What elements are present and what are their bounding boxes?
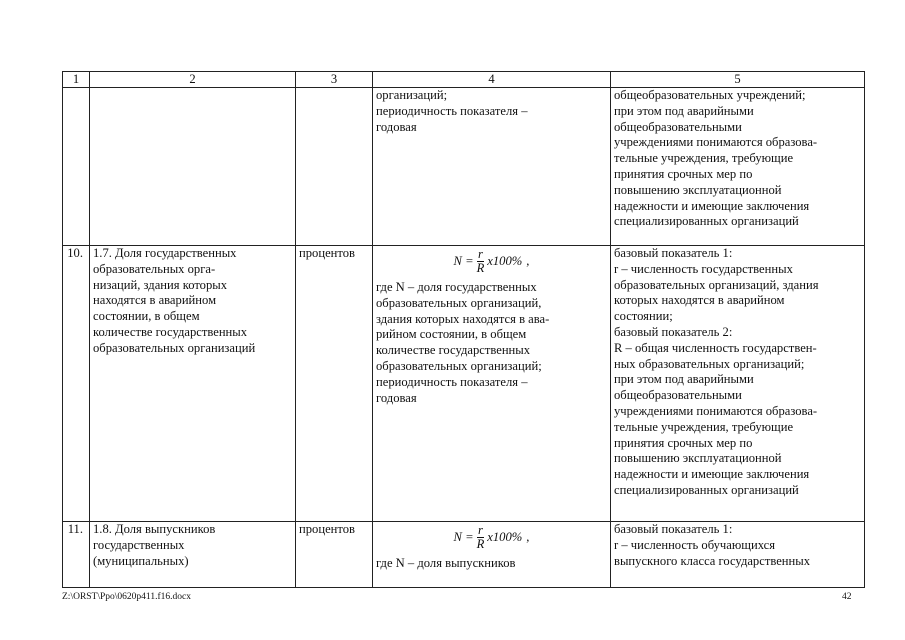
text-line: R – общая численность государствен- bbox=[614, 340, 817, 355]
text-line: ных образовательных организаций; bbox=[614, 356, 805, 371]
text-line: низаций, здания которых bbox=[93, 277, 228, 292]
text-line: которых находятся в аварийном bbox=[614, 293, 785, 308]
formula-lhs: N = bbox=[453, 253, 474, 268]
text-line: тельные учреждения, требующие bbox=[614, 419, 794, 434]
formula-denominator: R bbox=[476, 537, 485, 551]
text-line: принятия срочных мер по bbox=[614, 435, 753, 450]
text-line: образовательных организаций, здания bbox=[614, 277, 819, 292]
text-line: повышению эксплуатационной bbox=[614, 182, 782, 197]
method-cell bbox=[373, 246, 611, 522]
text-line: находятся в аварийном bbox=[93, 293, 217, 308]
text-line: при этом под аварийными bbox=[614, 103, 754, 118]
text-line: годовая bbox=[376, 390, 417, 405]
text-line: периодичность показателя – bbox=[376, 374, 528, 389]
text-line: r – численность обучающихся bbox=[614, 537, 776, 552]
text-line: специализированных организаций bbox=[614, 214, 799, 229]
text-line: состоянии, в общем bbox=[93, 309, 200, 324]
text-line: где N – доля государственных bbox=[376, 280, 537, 294]
indicator-name-cell bbox=[90, 246, 296, 522]
table-row-10 bbox=[63, 246, 865, 522]
formula bbox=[376, 522, 607, 556]
text-line: 1.7. Доля государственных bbox=[93, 246, 237, 260]
text-line: государственных bbox=[93, 537, 185, 552]
header-cell: 5 bbox=[611, 72, 865, 88]
method-cell bbox=[373, 88, 611, 246]
row-number-cell: 10. bbox=[63, 246, 90, 522]
text-line: здания которых находятся в ава- bbox=[376, 311, 550, 326]
text-line: надежности и имеющие заключения bbox=[614, 198, 810, 213]
formula-tail: , bbox=[526, 253, 530, 268]
text-line: годовая bbox=[376, 119, 417, 134]
text-line: количестве государственных bbox=[93, 324, 248, 339]
header-cell: 1 bbox=[63, 72, 90, 88]
formula-rhs: x100% bbox=[487, 253, 523, 268]
table-row-continued bbox=[63, 88, 865, 246]
formula-numerator: r bbox=[477, 247, 483, 261]
text-line: (муниципальных) bbox=[93, 553, 189, 568]
text-line: надежности и имеющие заключения bbox=[614, 467, 810, 482]
text-line: образовательных организаций bbox=[93, 340, 256, 355]
formula-tail: , bbox=[526, 529, 530, 544]
formula-fraction bbox=[476, 524, 486, 551]
text-line: учреждениями понимаются образова- bbox=[614, 403, 818, 418]
row-number-cell bbox=[63, 88, 90, 246]
text-line: организаций; bbox=[376, 88, 448, 102]
text-line: общеобразовательных учреждений; bbox=[614, 88, 806, 102]
text-line: r – численность государственных bbox=[614, 261, 793, 276]
text-line: общеобразовательными bbox=[614, 388, 742, 403]
text-line: периодичность показателя – bbox=[376, 103, 528, 118]
header-cell: 3 bbox=[296, 72, 373, 88]
base-indicator-cell bbox=[611, 88, 865, 246]
text-line: повышению эксплуатационной bbox=[614, 451, 782, 466]
footer-file-path: Z:\ORST\Ppo\0620p411.f16.docx bbox=[62, 592, 191, 602]
formula-numerator: r bbox=[477, 523, 483, 537]
text-line: рийном состоянии, в общем bbox=[376, 327, 527, 342]
text-line: общеобразовательными bbox=[614, 119, 742, 134]
formula-denominator: R bbox=[476, 261, 485, 275]
text-line: образовательных организаций, bbox=[376, 295, 542, 310]
text-line: 1.8. Доля выпускников bbox=[93, 522, 216, 536]
unit-cell: процентов bbox=[296, 246, 373, 522]
text-line: базовый показатель 1: bbox=[614, 246, 733, 260]
unit-cell bbox=[296, 88, 373, 246]
text-line: состоянии; bbox=[614, 309, 673, 324]
method-cell bbox=[373, 522, 611, 588]
text-line: базовый показатель 1: bbox=[614, 522, 733, 536]
text-line: специализированных организаций bbox=[614, 482, 799, 497]
table-row-11 bbox=[63, 522, 865, 588]
text-line: где N – доля выпускников bbox=[376, 556, 516, 570]
footer-page-number: 42 bbox=[842, 592, 852, 602]
formula-rhs: x100% bbox=[487, 529, 523, 544]
text-line: принятия срочных мер по bbox=[614, 166, 753, 181]
base-indicator-cell bbox=[611, 522, 865, 588]
text-line: образовательных орга- bbox=[93, 261, 216, 276]
header-cell: 4 bbox=[373, 72, 611, 88]
formula bbox=[376, 246, 607, 280]
formula-fraction bbox=[476, 248, 486, 275]
text-line: при этом под аварийными bbox=[614, 372, 754, 387]
text-line: базовый показатель 2: bbox=[614, 324, 733, 339]
base-indicator-cell bbox=[611, 246, 865, 522]
text-line: выпускного класса государственных bbox=[614, 553, 811, 568]
text-line: количестве государственных bbox=[376, 343, 531, 358]
indicator-table bbox=[62, 71, 865, 588]
formula-lhs: N = bbox=[453, 529, 474, 544]
text-line: образовательных организаций; bbox=[376, 358, 542, 373]
indicator-name-cell bbox=[90, 522, 296, 588]
unit-cell: процентов bbox=[296, 522, 373, 588]
row-number-cell: 11. bbox=[63, 522, 90, 588]
text-line: тельные учреждения, требующие bbox=[614, 151, 794, 166]
indicator-name-cell bbox=[90, 88, 296, 246]
header-row bbox=[63, 72, 865, 88]
header-cell: 2 bbox=[90, 72, 296, 88]
text-line: учреждениями понимаются образова- bbox=[614, 135, 818, 150]
